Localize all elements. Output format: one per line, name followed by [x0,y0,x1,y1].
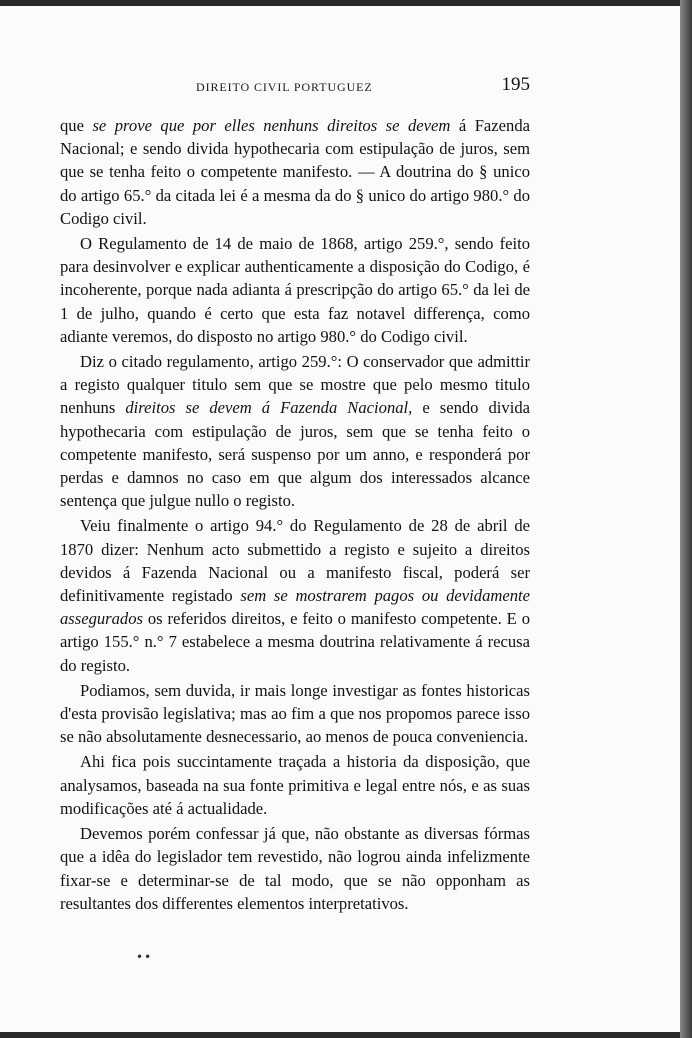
paragraph-3 [60,350,530,512]
paragraph-4-part-c: os referidos direitos, e feito o manifesto competente. E o artigo 155.° n.° 7 estabelece a mesma doutrina relativamente á recusa do registo. [60,609,530,675]
paragraph-3-part-a: Diz o citado regulamento, artigo 259.°: O conservador que admittir a registo qualquer titulo sem que se mostre que pelo mesmo titulo nenhuns [60,352,530,418]
paragraph-3-italic: direitos se devem á Fazenda Nacional, [125,398,413,418]
paragraph-4-part-a: Veiu finalmente o artigo 94.° do Regulamento de 28 de abril de 1870 dizer: Nenhum acto submettido a registo e sujeito a direitos devidos á Fazenda Nacional ou a manifesto fiscal, poderá ser definitivamente registado [60,516,530,606]
paragraph-1-part-c: á Fazenda Nacional; e sendo divida hypothecaria com estipulação de juros, sem que se tenha feito o competente manifesto. — A doutrina do § unico do artigo 65.° da citada lei é a mesma da do § unico do artigo 980.° do Codigo civil. [60,116,530,228]
paragraph-1-part-a: que [60,116,93,135]
paragraph-5: Podiamos, sem duvida, ir mais longe investigar as fontes historicas d'esta provisão legislativa; mas ao fim a que nos propomos parece isso se não absolutamente desnecessario, ao menos de pouca conveniencia. [60,680,530,747]
page-header [60,74,530,100]
paragraph-2: O Regulamento de 14 de maio de 1868, artigo 259.°, sendo feito para desinvolver e explicar authenticamente a disposição do Codigo, é incoherente, porque nada adianta á prescripção do artigo 65.° da lei de 1 de julho, quando é certo que esta faz notavel differença, como adiante veremos, do disposto no artigo 980.° do Codigo civil. [60,234,530,346]
body-text [60,114,530,915]
signature-mark: •• [136,950,153,964]
paragraph-3-part-c: e sendo divida hypothecaria com estipulação de juros, sem que se tenha feito o competente manifesto, será suspenso por um anno, e responderá por perdas e damnos no caso em que algum dos interessados alcance sentença que julgue nullo o registo. [60,398,530,511]
page-number: 195 [501,74,530,95]
running-title: DIREITO CIVIL PORTUGUEZ [196,80,373,94]
paragraph-1 [60,114,530,230]
paragraph-4 [60,514,530,676]
page-edge-shadow [680,0,692,1038]
paragraph-4-italic: sem se mostrarem pagos ou devidamente assegurados [60,586,530,629]
paragraph-6: Ahi fica pois succintamente traçada a historia da disposição, que analysamos, baseada na sua fonte primitiva e legal entre nós, e as suas modificações até á actualidade. [60,752,530,818]
paragraph-1-italic: se prove que por elles nenhuns direitos se devem [92,116,451,135]
paragraph-7: Devemos porém confessar já que, não obstante as diversas fórmas que a idêa do legislador tem revestido, não logrou ainda infelizmente fixar-se e determinar-se de tal modo, que se não opponham as resultantes dos differentes elementos interpretativos. [60,824,530,913]
